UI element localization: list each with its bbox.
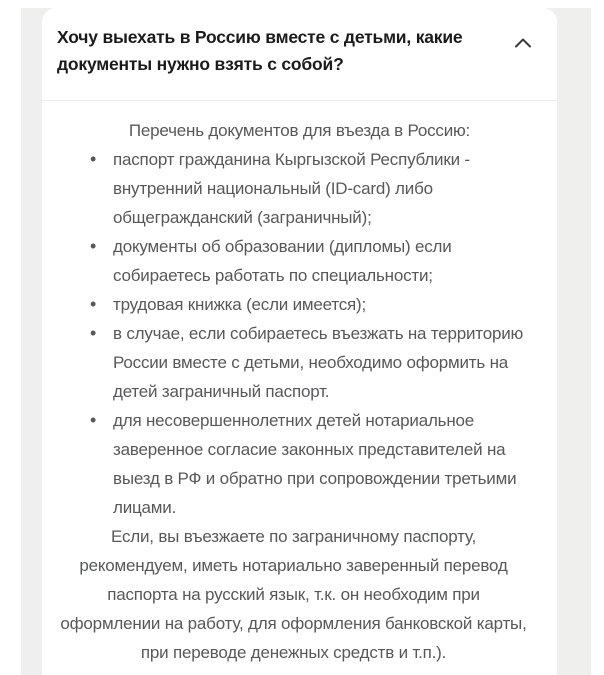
bullet-item: • трудовая книжка (если имеется); [113, 290, 539, 319]
answer-bullet-list [42, 145, 557, 522]
faq-section-background [21, 8, 591, 675]
chevron-up-icon[interactable] [513, 36, 533, 54]
bullet-item: • для несовершеннолетних детей нотариальное заверенное согласие законных представителей на выезд в РФ и обратно при сопровождении третьими лицами. [113, 406, 539, 522]
faq-answer [42, 101, 557, 667]
bullet-item: • документы об образовании (дипломы) если собираетесь работать по специальности; [113, 232, 539, 290]
faq-question-text: Хочу выехать в Россию вместе с детьми, какие документы нужно взять с собой? [57, 27, 463, 74]
answer-intro-text: Перечень документов для въезда в Россию: [128, 121, 471, 140]
bullet-item: • паспорт гражданина Кыргызской Республики - внутренний национальный (ID-card) либо общегражданский (заграничный); [113, 145, 539, 232]
faq-accordion-item [42, 8, 557, 675]
answer-closing-text: Если, вы въезжаете по заграничному паспорту, рекомендуем, иметь нотариально заверенный перевод паспорта на русский язык, т.к. он необходим при оформлении на работу, для оформления банковской карты, при переводе денежных средств и т.п.). [60, 527, 527, 662]
faq-question-header[interactable] [42, 8, 557, 100]
bullet-item: • в случае, если собираетесь въезжать на территорию России вместе с детьми, необходимо оформить на детей заграничный паспорт. [113, 319, 539, 406]
